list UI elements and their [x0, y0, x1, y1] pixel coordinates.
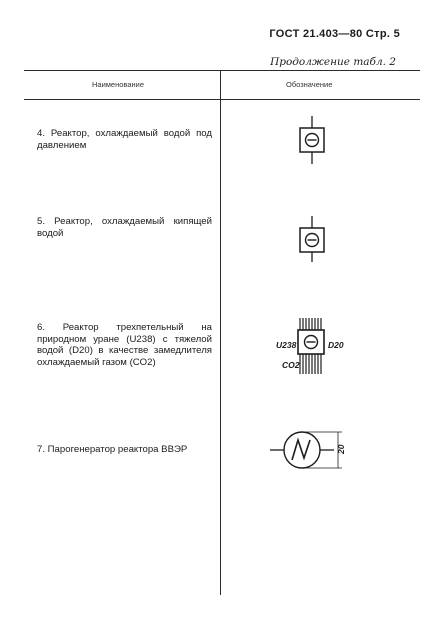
- table-column-divider: [220, 70, 221, 595]
- table-row-5-text: 5. Реактор, охлаждаемый кипящей водой: [37, 216, 212, 239]
- dimension-label: 20: [336, 444, 346, 454]
- steam-generator-symbol: [268, 420, 358, 482]
- heavy-water-gas-cooled-reactor-symbol: [270, 312, 380, 384]
- page-header: ГОСТ 21.403—80 Стр. 5: [269, 28, 400, 40]
- column-header-symbol: Обозначение: [286, 80, 333, 89]
- table-header-rule: [24, 99, 420, 100]
- co2-label: CO2: [282, 360, 300, 370]
- u238-label: U238: [276, 340, 297, 350]
- boiling-water-reactor-symbol: [290, 216, 334, 272]
- table-row-6-text: 6. Реактор трехпетельный на природном уране (U238) с тяжелой водой (D20) в качестве замедлителя охлаждаемый газом (CO2): [37, 322, 212, 368]
- d20-label: D20: [328, 340, 344, 350]
- pressurized-water-reactor-symbol: [290, 116, 334, 172]
- table-row-7-text: 7. Парогенератор реактора ВВЭР: [37, 444, 188, 455]
- table-top-rule: [24, 70, 420, 71]
- column-header-name: Наименование: [92, 80, 144, 89]
- table-row-4-text: 4. Реактор, охлаждаемый водой под давлением: [37, 128, 212, 151]
- table-continuation-label: Продолжение табл. 2: [270, 56, 396, 68]
